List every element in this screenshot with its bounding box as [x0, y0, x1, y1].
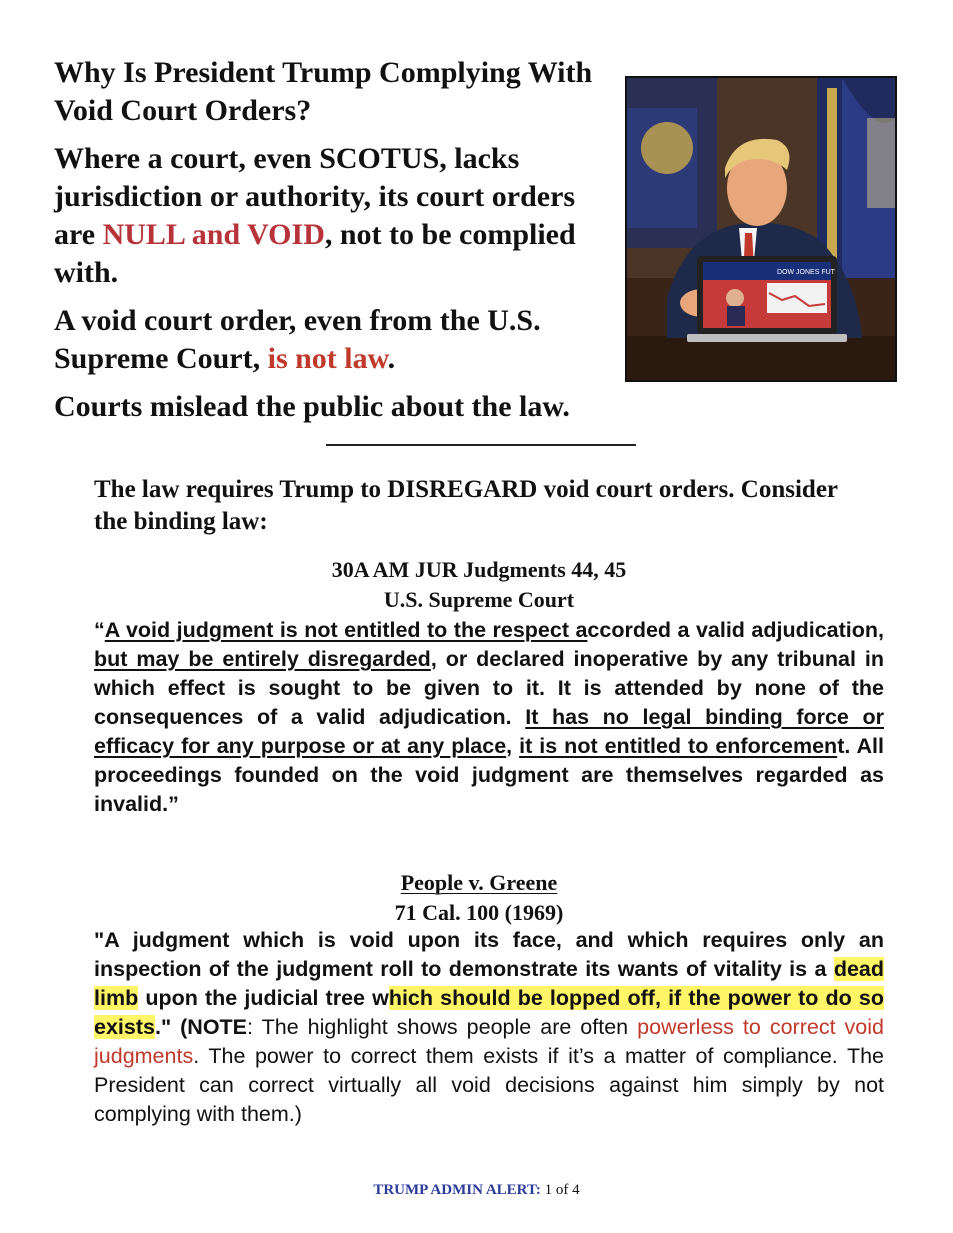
quote1-text-2: , or declared inoperative by any tribunal in which effect is sought to be given to it. It is attended by none of the consequences of a valid adjudication. — [94, 647, 884, 729]
citation-am-jur-line2: U.S. Supreme Court — [383, 587, 575, 612]
section-divider — [326, 444, 636, 446]
photo-illustration — [627, 78, 895, 380]
quote2-highlight-1: dead limb — [94, 957, 884, 1010]
quote1-text-3: , — [506, 734, 520, 758]
footer-alert-label: TRUMP ADMIN ALERT: — [373, 1182, 541, 1198]
quote1-underline-4: it is not entitled to enforcemen — [519, 734, 838, 758]
void-orders-statement — [54, 140, 614, 292]
not-law-statement — [54, 302, 614, 378]
statement-text-b: , not to be complied with. — [54, 218, 576, 289]
quote1-text-1: ccorded a valid adjudication, — [587, 618, 885, 642]
null-and-void-emphasis: NULL and VOID — [102, 218, 325, 251]
not-law-emphasis: is not law — [267, 342, 388, 375]
quote2-text-2: upon the judicial tree w — [138, 986, 389, 1010]
citation-people-v-greene — [94, 868, 864, 928]
not-law-text-b: . — [387, 342, 396, 375]
citation-am-jur-line1: 30A AM JUR Judgments 44, 45 — [331, 557, 627, 582]
case-reporter: 71 Cal. 100 (1969) — [394, 900, 564, 925]
quote-am-jur — [94, 616, 884, 819]
page-footer — [0, 1182, 953, 1199]
note-text-2: . The power to correct them exists if it’s a matter of compliance. The President can correct virtually all void decisions against him simply by not complying with them.) — [94, 1044, 884, 1126]
quote-open-mark: “ — [94, 618, 105, 642]
note-text-1: : The highlight shows people are often — [247, 1015, 638, 1039]
note-label: NOTE — [187, 1015, 248, 1039]
statement-text-a: Where a court, even SCOTUS, lacks jurisdiction or authority, its court orders are — [54, 142, 576, 251]
page-title: Why Is President Trump Complying With Void Court Orders? — [54, 56, 593, 127]
quote2-text-1: "A judgment which is void upon its face, and which requires only an inspection of the judgment roll to demonstrate its wants of vitality is a — [94, 928, 884, 981]
headline-block — [54, 54, 614, 436]
not-law-text-a: A void court order, even from the U.S. Supreme Court, — [54, 304, 541, 375]
citation-am-jur — [94, 555, 864, 615]
case-name: People v. Greene — [400, 870, 558, 895]
quote1-underline-3: It has no legal binding force or efficacy for any purpose or at any place — [94, 705, 884, 758]
footer-page-number: 1 of 4 — [540, 1182, 580, 1198]
quote1-underline-1: A void judgment is not entitled to the respect a — [104, 618, 588, 642]
note-red-emphasis: powerless to correct void judgments — [94, 1015, 884, 1068]
courts-mislead-statement: Courts mislead the public about the law. — [54, 390, 570, 423]
quote-people-v-greene — [94, 926, 884, 1129]
lead-statement: The law requires Trump to DISREGARD void court orders. Consider the binding law: — [94, 476, 838, 535]
quote1-text-4: t. All proceedings founded on the void judgment are themselves regarded as invalid.” — [94, 734, 884, 816]
quote1-underline-2: but may be entirely disregarded — [94, 647, 431, 671]
laptop-screen-text: DOW JONES FUT — [777, 269, 835, 276]
quote2-highlight-2: hich should be lopped off, if the power to do so exists — [94, 986, 885, 1039]
quote2-text-3: ." ( — [154, 1015, 188, 1039]
president-at-desk-photo — [625, 76, 897, 382]
